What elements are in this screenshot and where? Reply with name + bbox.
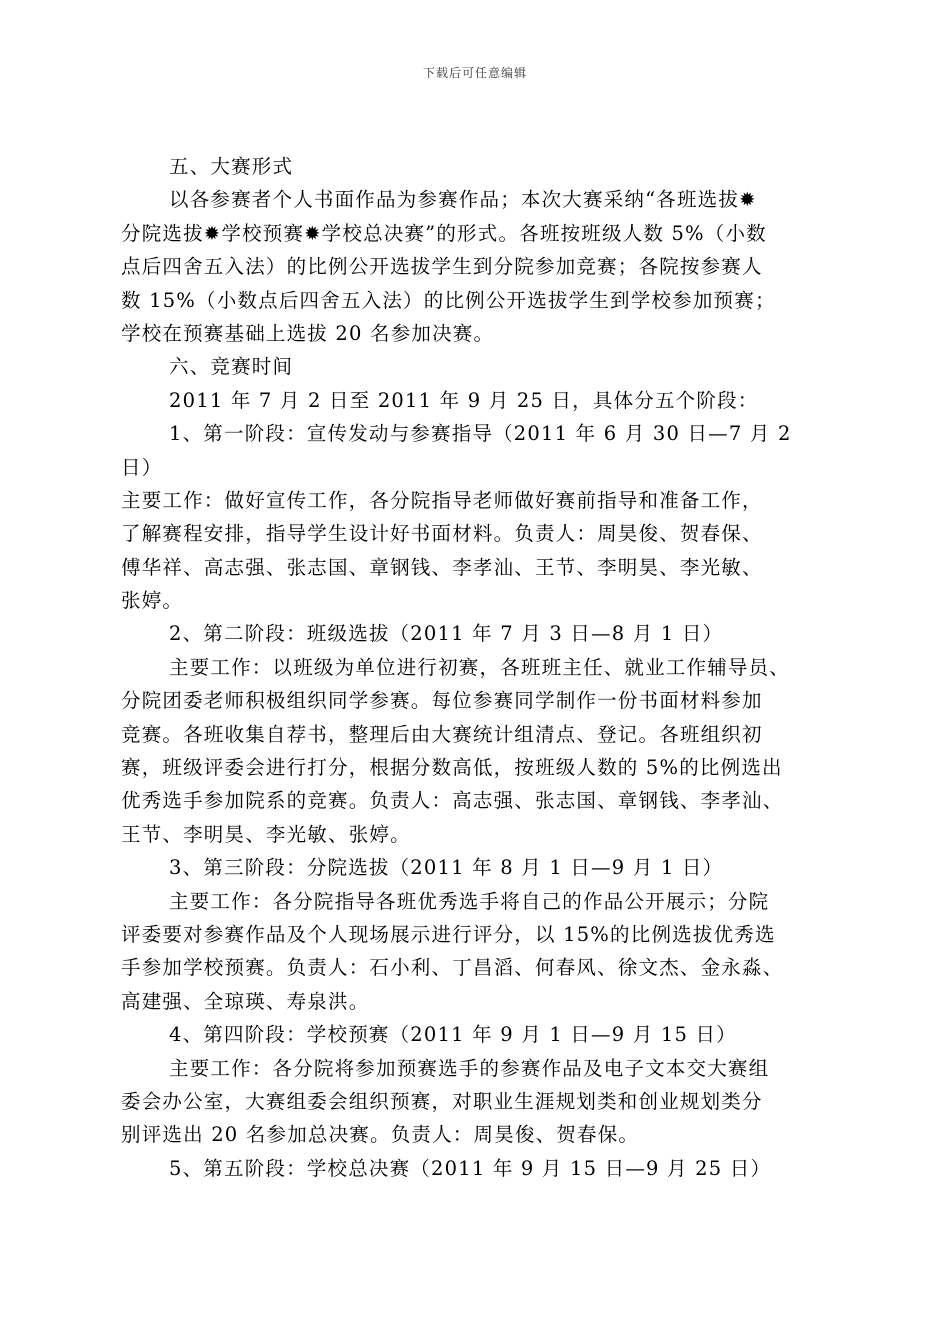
text-line: 别评选出 20 名参加总决赛。负责人：周昊俊、贺春保。 xyxy=(121,1123,640,1147)
document-body xyxy=(121,150,841,1185)
text-line: 评委要对参赛作品及个人现场展示进行评分，以 15%的比例选拔优秀选 xyxy=(121,922,776,946)
text-line: 5、第五阶段：学校总决赛（2011 年 9 月 15 日—9 月 25 日） xyxy=(169,1156,772,1180)
text-line: 数 15%（小数点后四舍五入法）的比例公开选拔学生到学校参加预赛； xyxy=(121,288,776,312)
text-line: 4、第四阶段：学校预赛（2011 年 9 月 1 日—9 月 15 日） xyxy=(169,1023,737,1047)
text-line: 高建强、全琼瑛、寿泉洪。 xyxy=(121,989,370,1013)
text-line: 主要工作：以班级为单位进行初赛，各班班主任、就业工作辅导员、 xyxy=(169,655,791,679)
text-line: 五、大赛形式 xyxy=(169,155,294,178)
text-line: 日） xyxy=(121,455,163,479)
page-header-note: 下载后可任意编辑 xyxy=(422,66,527,80)
text-line: 点后四舍五入法）的比例公开选拔学生到分院参加竞赛；各院按参赛人 xyxy=(121,255,763,279)
text-line: 优秀选手参加院系的竞赛。负责人：高志强、张志国、章钢钱、李孝汕、 xyxy=(121,789,784,813)
text-line: 张婷。 xyxy=(121,589,184,613)
text-line: 手参加学校预赛。负责人：石小利、丁昌滔、何春风、徐文杰、金永淼、 xyxy=(121,956,784,980)
text-line: 3、第三阶段：分院选拔（2011 年 8 月 1 日—9 月 1 日） xyxy=(169,856,724,880)
text-line: 主要工作：各分院将参加预赛选手的参赛作品及电子文本交大赛组 xyxy=(169,1056,770,1080)
text-line: 竞赛。各班收集自荐书，整理后由大赛统计组清点、登记。各班组织初 xyxy=(121,722,763,746)
text-line: 2011 年 7 月 2 日至 2011 年 9 月 25 日，具体分五个阶段： xyxy=(169,388,759,412)
text-line: 学校在预赛基础上选拔 20 名参加决赛。 xyxy=(121,321,495,345)
text-line: 分院团委老师积极组织同学参赛。每位参赛同学制作一份书面材料参加 xyxy=(121,689,763,713)
text-line: 六、竞赛时间 xyxy=(169,355,294,379)
text-line: 王节、李明昊、李光敏、张婷。 xyxy=(121,822,411,846)
text-line: 委会办公室，大赛组委会组织预赛，对职业生涯规划类和创业规划类分 xyxy=(121,1089,763,1113)
text-line: 1、第一阶段：宣传发动与参赛指导（2011 年 6 月 30 日—7 月 2 xyxy=(169,422,792,446)
text-line: 傅华祥、高志强、张志国、章钢钱、李孝汕、王节、李明昊、李光敏、 xyxy=(121,555,763,579)
text-line: 主要工作：做好宣传工作，各分院指导老师做好赛前指导和准备工作， xyxy=(121,488,763,512)
text-line: 分院选拔✹学校预赛✹学校总决赛”的形式。各班按班级人数 5%（小数 xyxy=(121,221,767,245)
text-line: 2、第二阶段：班级选拔（2011 年 7 月 3 日—8 月 1 日） xyxy=(169,622,724,646)
text-line: 了解赛程安排，指导学生设计好书面材料。负责人：周昊俊、贺春保、 xyxy=(121,522,763,546)
text-line: 主要工作：各分院指导各班优秀选手将自己的作品公开展示；分院 xyxy=(169,889,770,913)
text-line: 赛，班级评委会进行打分，根据分数高低，按班级人数的 5%的比例选出 xyxy=(121,756,783,780)
text-line: 以各参赛者个人书面作品为参赛作品；本次大赛采纳“各班选拔✹ xyxy=(169,188,757,212)
